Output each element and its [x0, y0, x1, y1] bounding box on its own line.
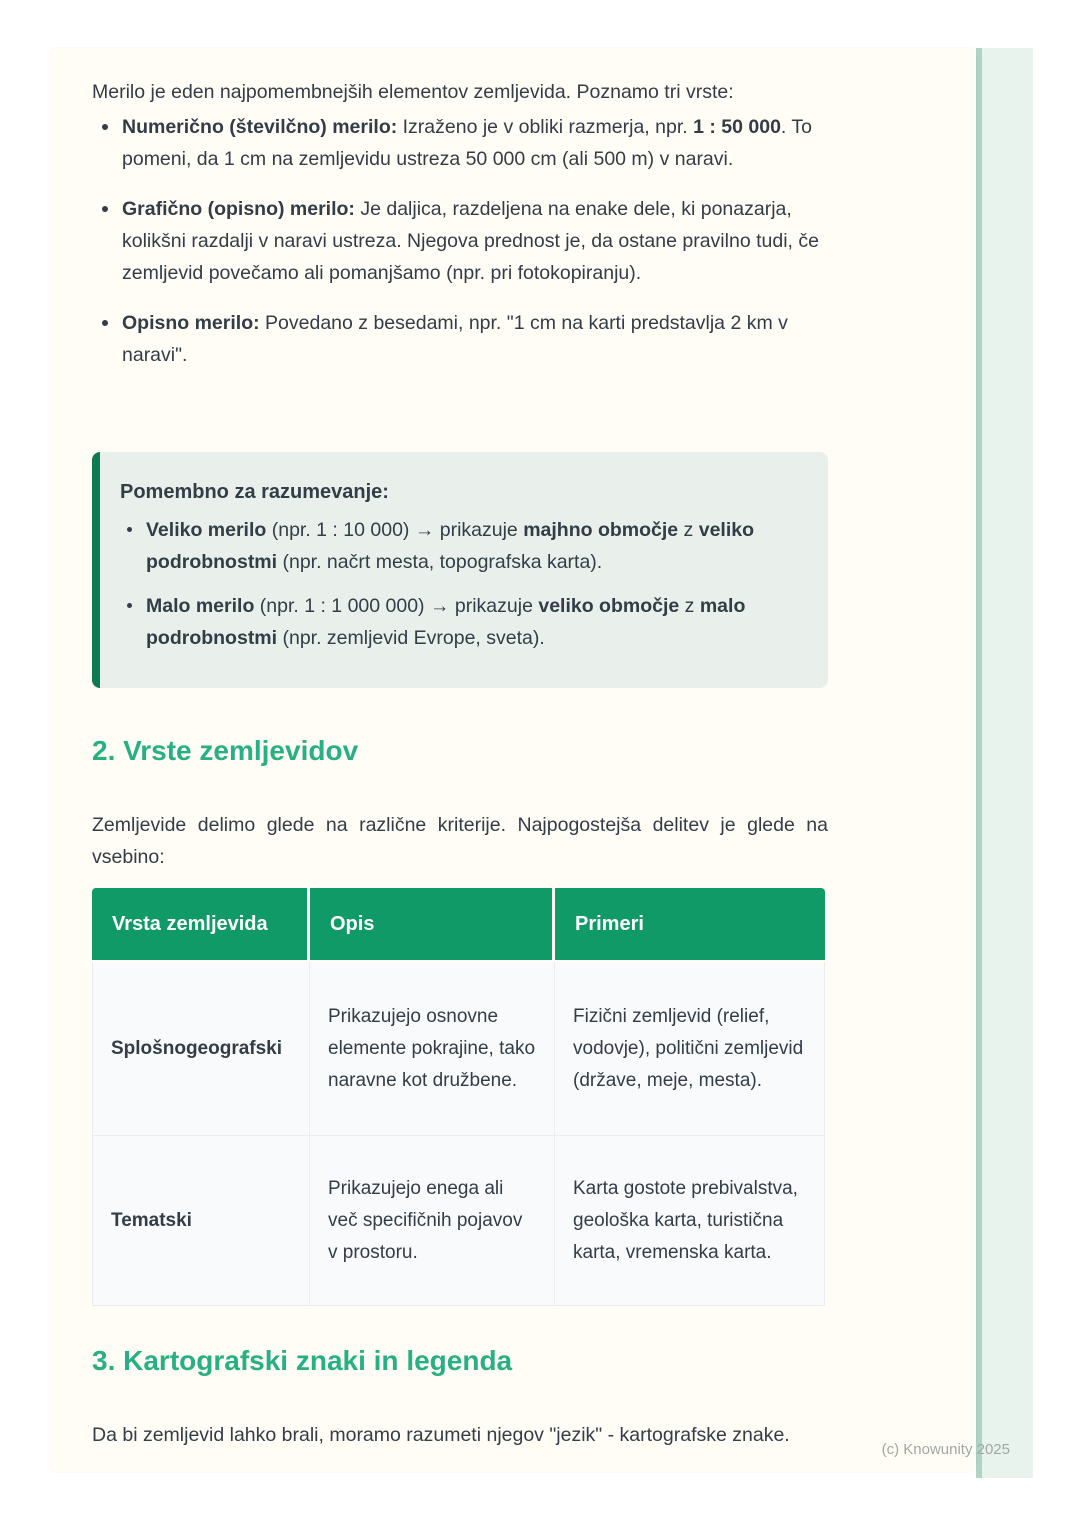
- callout-item-text: Malo merilo (npr. 1 : 1 000 000) → prikazuje veliko območje z malo podrobnostmi (npr. zemljevid Evrope, sveta).: [146, 595, 746, 649]
- table-header-row: [92, 888, 825, 962]
- column-header-primeri: Primeri: [555, 888, 825, 962]
- list-item-numeric-scale: [92, 111, 832, 175]
- intro-paragraph: Merilo je eden najpomembnejših elementov zemljevida. Poznamo tri vrste:: [92, 80, 734, 103]
- list-item-descriptive-scale: [92, 307, 832, 371]
- table-row: [92, 962, 825, 1136]
- callout-item-small-scale: [120, 590, 802, 654]
- section-2-heading: 2. Vrste zemljevidov: [92, 735, 359, 766]
- column-header-opis: Opis: [310, 888, 555, 962]
- cell-row2-primeri: Karta gostote prebivalstva, geološka karta, turistična karta, vremenska karta.: [555, 1136, 825, 1306]
- scale-types-list: [92, 111, 832, 389]
- list-item-text: Opisno merilo: Povedano z besedami, npr. "1 cm na karti predstavlja 2 km v naravi".: [122, 312, 788, 366]
- next-page-edge-strip: [976, 48, 1033, 1478]
- list-item-text: Numerično (številčno) merilo: Izraženo je v obliki razmerja, npr. 1 : 50 000. To pomeni, da 1 cm na zemljevidu ustreza 50 000 cm (ali 500 m) v naravi.: [122, 116, 812, 170]
- map-types-table-container: [92, 888, 828, 1306]
- section-3-heading: 3. Kartografski znaki in legenda: [92, 1345, 513, 1376]
- column-header-vrsta: Vrsta zemljevida: [92, 888, 310, 962]
- callout-item-large-scale: [120, 514, 802, 578]
- cell-row1-opis: Prikazujejo osnovne elemente pokrajine, tako naravne kot družbene.: [310, 962, 555, 1136]
- callout-title: Pomembno za razumevanje:: [120, 481, 389, 503]
- document-page: [50, 48, 976, 1472]
- callout-item-text: Veliko merilo (npr. 1 : 10 000) → prikazuje majhno območje z veliko podrobnostmi (npr. načrt mesta, topografska karta).: [146, 519, 755, 573]
- cell-row2-opis: Prikazujejo enega ali več specifičnih pojavov v prostoru.: [310, 1136, 555, 1306]
- cell-row1-primeri: Fizični zemljevid (relief, vodovje), politični zemljevid (države, meje, mesta).: [555, 962, 825, 1136]
- copyright-watermark: (c) Knowunity 2025: [881, 1441, 1010, 1458]
- list-item-graphic-scale: [92, 193, 832, 289]
- section-2-paragraph: Zemljevide delimo glede na različne kriterije. Najpogostejša delitev je glede na vsebino:: [92, 813, 828, 868]
- map-types-table: [92, 888, 825, 1306]
- section-3-paragraph: Da bi zemljevid lahko brali, moramo razumeti njegov "jezik" - kartografske znake.: [92, 1423, 790, 1446]
- cell-row1-type: Splošnogeografski: [92, 962, 310, 1136]
- table-row: [92, 1136, 825, 1306]
- cell-row2-type: Tematski: [92, 1136, 310, 1306]
- list-item-text: Grafično (opisno) merilo: Je daljica, razdeljena na enake dele, ki ponazarja, kolikšni razdalji v naravi ustreza. Njegova prednost je, da ostane pravilno tudi, če zemljevid povečamo ali pomanjšamo (npr. pri fotokopiranju).: [122, 198, 819, 284]
- callout-list: [120, 514, 802, 654]
- important-callout-box: [92, 452, 828, 688]
